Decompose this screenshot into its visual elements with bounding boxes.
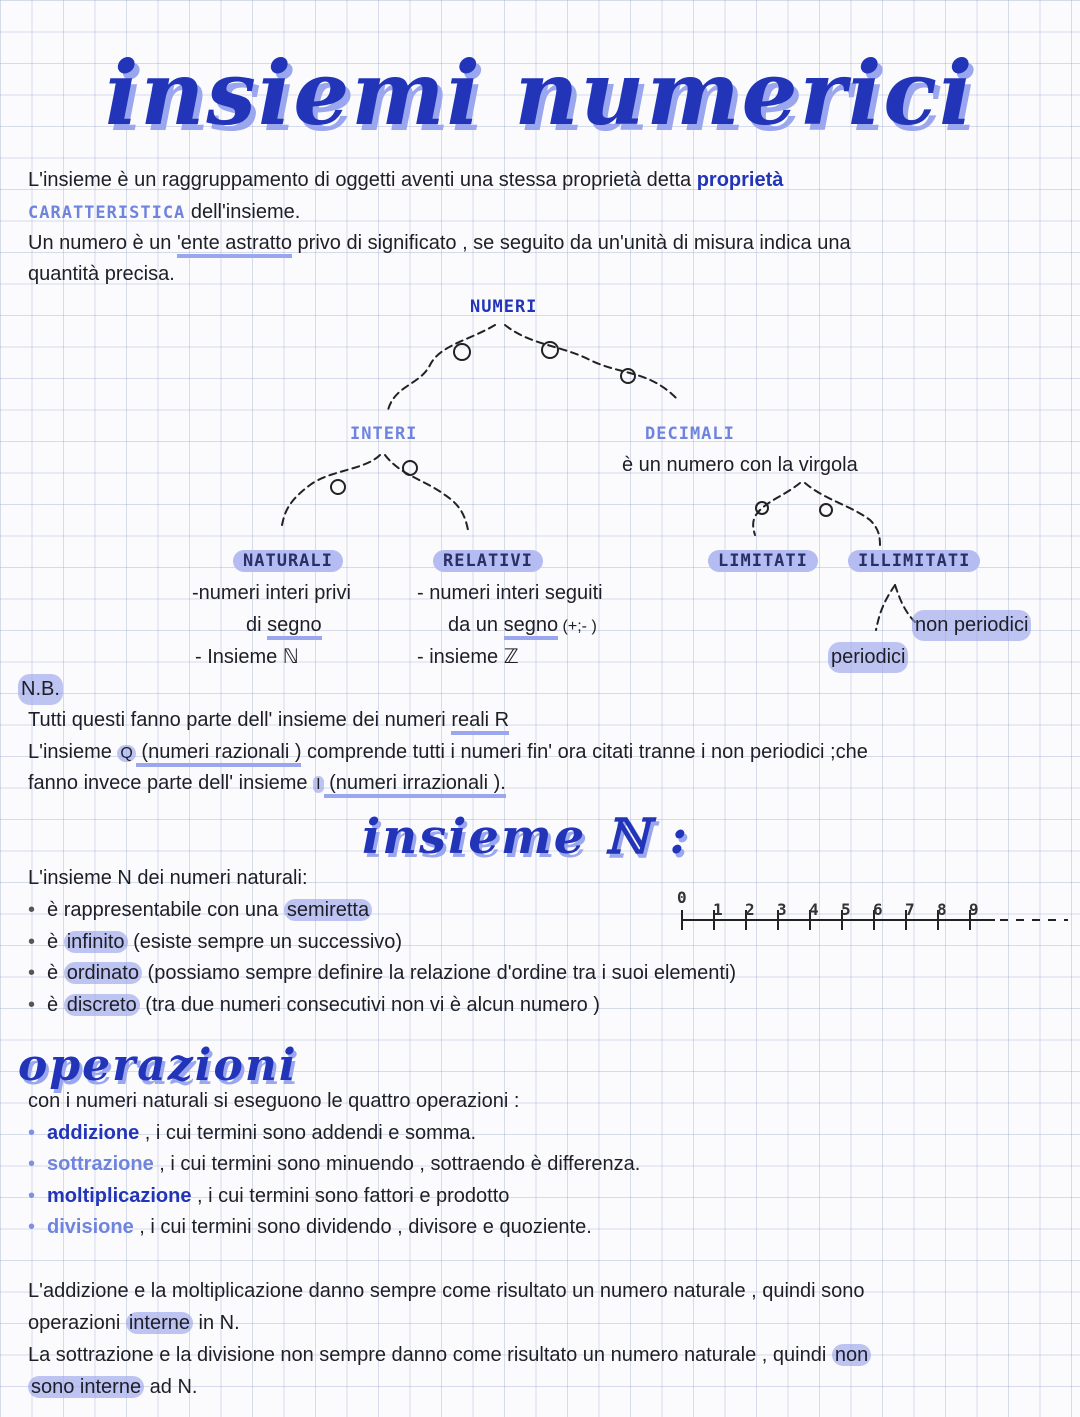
connector-decimali-limitati [753, 483, 800, 535]
relativi-text: da un [448, 614, 504, 636]
number-line-label: 1 [713, 900, 723, 919]
bullet-text: (esiste sempre un successivo) [127, 931, 403, 953]
interne-term: interne [126, 1312, 193, 1334]
number-line-label: 9 [969, 900, 979, 919]
irrazionali-term: (numeri irrazionali ). [324, 772, 506, 798]
number-line-label: 8 [937, 900, 947, 919]
bullet-text: è [47, 962, 64, 984]
operazioni-paragraph-2a [28, 1340, 871, 1371]
relativi-line-2 [448, 610, 597, 642]
bullet-dot: • [28, 962, 36, 984]
reali-term: reali R [451, 709, 509, 735]
tree-loop [331, 480, 345, 494]
operazioni-paragraph-1a: L'addizione e la moltiplicazione danno sempre come risultato un numero naturale , quindi sono [28, 1280, 865, 1302]
nb-text: comprende tutti i numeri fin' ora citati tranne i non periodici ;che [301, 741, 868, 763]
operation-sottrazione: sottrazione [47, 1153, 154, 1175]
bullet-text: è [47, 994, 64, 1016]
bullet-dot: • [28, 994, 36, 1016]
nb-label: N.B. [18, 674, 63, 705]
naturali-line-3: - Insieme ℕ [195, 646, 299, 668]
tree-loop [756, 502, 768, 514]
para-text: ad N. [144, 1376, 198, 1398]
node-relativi: RELATIVI [433, 550, 543, 572]
bullet-text: è rappresentabile con una [47, 899, 284, 921]
q-symbol: Q [117, 745, 135, 762]
operation-desc: , i cui termini sono fattori e prodotto [191, 1185, 510, 1207]
para-text: La sottrazione e la divisione non sempre danno come risultato un numero naturale , quindi [28, 1344, 832, 1366]
operation-item [28, 1212, 592, 1243]
operation-desc: , i cui termini sono minuendo , sottraendo è differenza. [153, 1153, 641, 1175]
i-symbol: I [313, 776, 323, 793]
bullet-dot: • [28, 1185, 36, 1207]
nb-line-1 [28, 705, 509, 736]
node-numeri: NUMERI [470, 297, 538, 317]
relativi-text: (+;- ) [558, 618, 597, 635]
number-line-labels [670, 888, 1070, 918]
bullet-text: (possiamo sempre definire la relazione d'ordine tra i suoi elementi) [141, 962, 737, 984]
number-line-label: 3 [777, 900, 787, 919]
tree-loop [403, 461, 417, 475]
sono-interne-term: sono interne [28, 1376, 144, 1398]
number-line-label: 5 [841, 900, 851, 919]
node-limitati: LIMITATI [708, 550, 818, 572]
decimali-description: è un numero con la virgola [622, 454, 858, 476]
operation-divisione: divisione [47, 1216, 134, 1238]
insieme-n-intro: L'insieme N dei numeri naturali: [28, 867, 308, 889]
node-non-periodici: non periodici [912, 610, 1031, 641]
operation-desc: , i cui termini sono dividendo , divisore e quoziente. [133, 1216, 592, 1238]
segno-term: segno [267, 614, 322, 640]
ordinato-term: ordinato [64, 962, 142, 984]
razionali-term: (numeri razionali ) [136, 741, 302, 767]
bullet-dot: • [28, 931, 36, 953]
bullet-dot: • [28, 899, 36, 921]
node-interi: INTERI [350, 424, 418, 444]
relativi-line-1: - numeri interi seguiti [417, 582, 603, 604]
bullet-item [28, 990, 600, 1021]
intro-text: dell'insieme. [185, 201, 301, 223]
tree-loop [454, 344, 470, 360]
bullet-text: è [47, 931, 64, 953]
intro-text: Un numero è un [28, 232, 177, 254]
connector-numeri-decimali [505, 325, 678, 400]
intro-text: privo di significato , se seguito da un'unità di misura indica una [291, 232, 851, 254]
intro-line-4: quantità precisa. [28, 263, 175, 285]
nb-text: fanno invece parte dell' insieme [28, 772, 314, 794]
section-heading-insieme-n: insieme ℕ : [362, 809, 690, 865]
operation-moltiplicazione: moltiplicazione [47, 1185, 192, 1207]
non-term: non [832, 1344, 871, 1366]
operazioni-paragraph-2b [28, 1372, 197, 1403]
node-periodici: periodici [828, 642, 908, 673]
proprieta-keyword: proprietà [696, 169, 784, 191]
node-naturali: NATURALI [233, 550, 343, 572]
connector-illimitati-split [876, 585, 895, 630]
infinito-term: infinito [64, 931, 128, 953]
number-line-label: 7 [905, 900, 915, 919]
tree-loop [621, 369, 635, 383]
bullet-item [28, 958, 736, 989]
bullet-dot: • [28, 1122, 36, 1144]
bullet-text: (tra due numeri consecutivi non vi è alcun numero ) [139, 994, 600, 1016]
operation-item [28, 1149, 640, 1180]
tree-loop [820, 504, 832, 516]
operation-addizione: addizione [47, 1122, 140, 1144]
node-illimitati: ILLIMITATI [848, 550, 980, 572]
tree-loop [542, 342, 558, 358]
number-line-label: 4 [809, 900, 819, 919]
caratteristica-keyword: CARATTERISTICA [28, 203, 186, 223]
nb-line-3 [28, 768, 506, 800]
operation-desc: , i cui termini sono addendi e somma. [139, 1122, 477, 1144]
nb-text: L'insieme [28, 741, 118, 763]
operation-item [28, 1181, 509, 1212]
relativi-line-3: - insieme ℤ [417, 646, 519, 668]
number-line-label: 6 [873, 900, 883, 919]
naturali-line-2 [246, 610, 322, 641]
para-text: in N. [193, 1312, 240, 1334]
connector-numeri-interi [388, 325, 495, 410]
semiretta-term: semiretta [284, 899, 372, 921]
segno-term: segno [504, 614, 559, 640]
connector-interi-relativi [385, 455, 468, 530]
discreto-term: discreto [64, 994, 140, 1016]
bullet-item [28, 927, 402, 958]
ente-astratto-term: 'ente astratto [177, 232, 292, 258]
section-heading-operazioni: operazioni [18, 1040, 298, 1091]
nb-text: Tutti questi fanno parte dell' insieme dei numeri [28, 709, 452, 731]
bullet-item [28, 895, 372, 926]
naturali-line-1: -numeri interi privi [192, 582, 351, 604]
bullet-dot: • [28, 1153, 36, 1175]
number-line-label: 2 [745, 900, 755, 919]
para-text: operazioni [28, 1312, 126, 1334]
page-title: insiemi numerici [105, 41, 975, 145]
operation-item [28, 1118, 476, 1149]
connector-decimali-illimitati [805, 483, 880, 545]
operazioni-intro: con i numeri naturali si eseguono le quattro operazioni : [28, 1090, 520, 1112]
operazioni-paragraph-1b [28, 1308, 240, 1339]
bullet-dot: • [28, 1216, 36, 1238]
naturali-text: di [246, 614, 268, 636]
intro-text: L'insieme è un raggruppamento di oggetti aventi una stessa proprietà detta [28, 169, 697, 191]
number-line-label: 0 [677, 888, 687, 907]
nb-line-2 [28, 737, 868, 769]
node-decimali: DECIMALI [645, 424, 735, 444]
